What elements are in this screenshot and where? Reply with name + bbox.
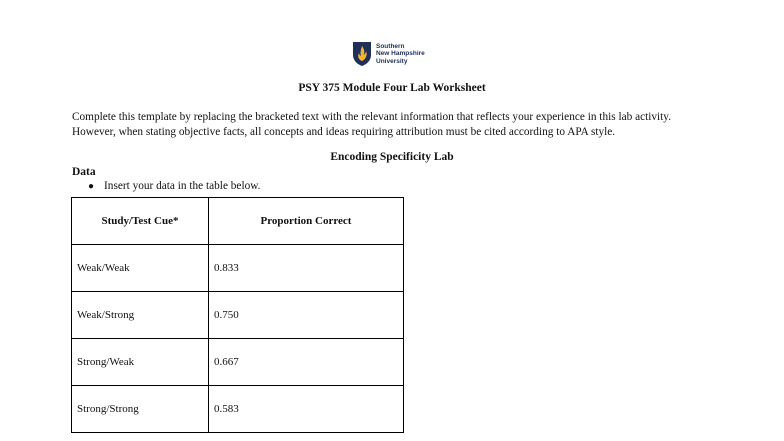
table-cell-cue[interactable]: Weak/Strong <box>72 292 209 339</box>
bullet-icon: ● <box>88 180 95 192</box>
section-title: Encoding Specificity Lab <box>330 151 454 163</box>
table-cell-proportion[interactable]: 0.667 <box>209 339 404 386</box>
table-cell-proportion[interactable]: 0.750 <box>209 292 404 339</box>
logo-wordmark <box>376 43 425 65</box>
table-row <box>72 292 404 339</box>
table-cell-cue[interactable]: Strong/Weak <box>72 339 209 386</box>
table-row <box>72 245 404 292</box>
table-row <box>72 339 404 386</box>
column-header-study-test-cue: Study/Test Cue* <box>72 198 209 245</box>
bullet-item <box>88 180 260 192</box>
data-table <box>71 197 404 433</box>
table-row <box>72 386 404 433</box>
table-cell-proportion[interactable]: 0.833 <box>209 245 404 292</box>
bullet-text: Insert your data in the table below. <box>104 180 261 192</box>
logo-line-2: New Hampshire <box>376 50 425 58</box>
intro-paragraph: Complete this template by replacing the bracketed text with the relevant information that reflects your experience in this lab activity. However, when stating objective facts, all concepts and ideas requiring attribution must be cited according to APA style. <box>72 111 672 138</box>
document-title: PSY 375 Module Four Lab Worksheet <box>298 82 486 94</box>
logo-line-3: University <box>376 57 408 65</box>
shield-flame-icon <box>352 41 372 67</box>
table-cell-proportion[interactable]: 0.583 <box>209 386 404 433</box>
data-heading: Data <box>72 166 96 178</box>
table-header-row <box>72 198 404 245</box>
university-logo <box>352 40 425 68</box>
table-cell-cue[interactable]: Strong/Strong <box>72 386 209 433</box>
column-header-proportion-correct: Proportion Correct <box>209 198 404 245</box>
logo-line-1: Southern <box>376 43 405 51</box>
table-cell-cue[interactable]: Weak/Weak <box>72 245 209 292</box>
